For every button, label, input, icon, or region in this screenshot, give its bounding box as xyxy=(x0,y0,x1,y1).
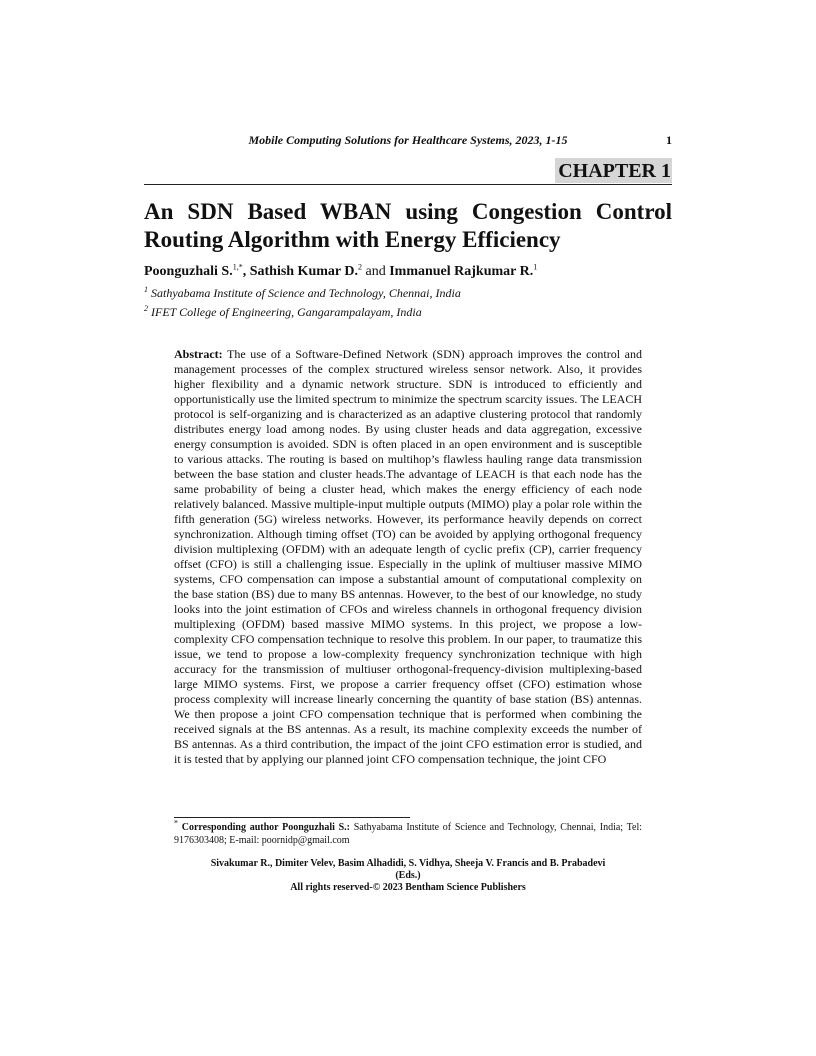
abstract-label: Abstract: xyxy=(174,347,223,361)
editors-eds: (Eds.) xyxy=(395,870,421,881)
page-number: 1 xyxy=(666,133,672,147)
footnote-mark: * xyxy=(174,818,178,828)
affiliation-mark: 2 xyxy=(144,304,148,313)
abstract xyxy=(174,347,642,767)
chapter-title: An SDN Based WBAN using Congestion Control Routing Algorithm with Energy Efficiency xyxy=(144,199,672,252)
affiliation xyxy=(144,286,672,301)
editors-names: Sivakumar R., Dimiter Velev, Basim Alhadidi, S. Vidhya, Sheeja V. Francis and B. Prabadevi xyxy=(210,858,606,869)
author-separator: , xyxy=(242,264,250,279)
chapter-header xyxy=(144,158,672,185)
book-details: , 2023, 1-15 xyxy=(509,133,568,147)
author-separator: and xyxy=(361,264,390,279)
author-name: Immanuel Rajkumar R. xyxy=(389,264,534,279)
footnote-label: Corresponding author Poonguzhali S.: xyxy=(181,822,351,833)
affiliation-mark: 1 xyxy=(144,285,148,294)
editors-block xyxy=(174,858,642,894)
copyright-line: All rights reserved-© 2023 Bentham Science Publishers xyxy=(290,882,526,893)
author-list xyxy=(144,263,672,281)
footnote-divider xyxy=(174,817,410,818)
running-head xyxy=(144,132,672,150)
footnote-text: Sathyabama Institute of Science and Technology, Chennai, India; Tel: 9176303408; E-mail: poornidp@gmail.com xyxy=(174,822,643,846)
chapter-label: CHAPTER 1 xyxy=(555,158,672,183)
author-name: Sathish Kumar D. xyxy=(249,264,358,279)
affiliation xyxy=(144,305,672,320)
abstract-text: The use of a Software-Defined Network (SDN) approach improves the control and management processes of the complex structured wireless sensor network. Also, it provides higher flexibility and a dynamic network structure. SDN is introduced to efficiently and opportunistically use the limited spectrum to minimize the spectrum scarcity issues. The LEACH protocol is self-organizing and is characterized as an adaptive clustering protocol that randomly distributes energy load among nodes. By using cluster heads and data aggregation, excessive energy consumption is avoided. SDN is often placed in an open environment and is susceptible to various attacks. The routing is based on multihop’s flawless hauling range data transmission between the base station and cluster heads.The advantage of LEACH is that each node has the same probability of being a cluster head, which makes the energy efficiency of each node relatively balanced. Massive multiple-input multiple outputs (MIMO) play a polar role within the fifth generation (5G) wireless networks. However, its performance heavily depends on correct synchronization. Although timing offset (TO) can be avoided by applying orthogonal frequency division multiplexing (OFDM) with an adequate length of cyclic prefix (CP), carrier frequency offset (CFO) is still a challenging issue. Especially in the uplink of multiuser massive MIMO systems, CFO compensation can impose a substantial amount of computational complexity on the base station (BS) due to many BS antennas. However, to the best of our knowledge, no study looks into the joint estimation of CFOs and wireless channels in orthogonal frequency division multiplexing (OFDM) based massive MIMO systems. In this project, we propose a low-complexity CFO compensation technique to resolve this problem. In our paper, to traumatize this issue, we tend to propose a low-complexity frequency synchronization technique with high accuracy for the transmission of multiuser orthogonal-frequency-division multiplexing-based large MIMO systems. First, we propose a carrier frequency offset (CFO) estimation whose process complexity will increase linearly concerning the quantity of base station (BS) antennas. We then propose a joint CFO compensation technique that is performed when combining the received signals at the BS antennas. As a result, its machine complexity exceeds the number of BS antennas. As a third contribution, the impact of the joint CFO estimation error is studied, and it is tested that by applying our planned joint CFO compensation technique, the joint CFO xyxy=(174,347,642,766)
running-head-title xyxy=(144,133,672,148)
affiliation-text: IFET College of Engineering, Gangarampalayam, India xyxy=(151,305,422,319)
author-affiliation-mark: 1,* xyxy=(232,262,243,272)
affiliation-text: Sathyabama Institute of Science and Technology, Chennai, India xyxy=(151,286,461,300)
corresponding-author-footnote xyxy=(174,818,643,847)
author-affiliation-mark: 2 xyxy=(357,262,362,272)
author-affiliation-mark: 1 xyxy=(533,262,538,272)
book-title: Mobile Computing Solutions for Healthcare Systems xyxy=(248,133,510,147)
author-name: Poonguzhali S. xyxy=(144,264,233,279)
